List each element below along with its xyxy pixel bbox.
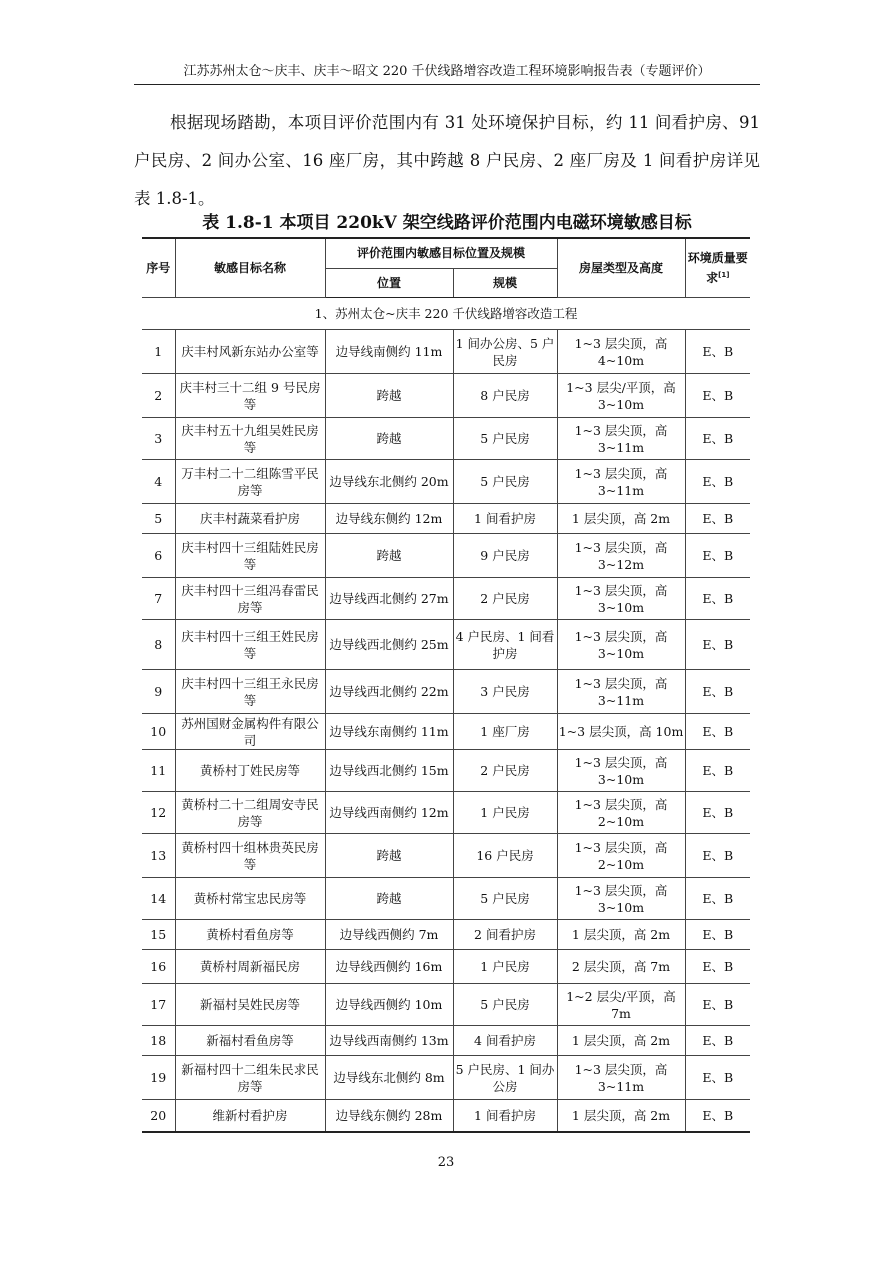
row-number: 1 [142, 330, 175, 374]
target-location: 边导线东南侧约 11m [325, 714, 453, 750]
env-quality-requirement: E、B [685, 984, 750, 1026]
target-scale: 5 户民房、1 间办公房 [453, 1056, 557, 1100]
env-quality-requirement: E、B [685, 504, 750, 534]
target-scale: 5 户民房 [453, 418, 557, 460]
table-row [142, 950, 750, 984]
env-quality-requirement: E、B [685, 374, 750, 418]
house-type-height: 1~3 层尖顶，高 3~11m [557, 670, 685, 714]
house-type-height: 1~3 层尖/平顶，高 3~10m [557, 374, 685, 418]
row-number: 6 [142, 534, 175, 578]
col-header-env-quality: 环境质量要求[1] [685, 238, 750, 298]
house-type-height: 1~3 层尖顶，高 3~10m [557, 620, 685, 670]
target-name: 新福村四十二组朱民求民房等 [175, 1056, 325, 1100]
target-scale: 1 座厂房 [453, 714, 557, 750]
target-scale: 1 间办公房、5 户民房 [453, 330, 557, 374]
row-number: 14 [142, 878, 175, 920]
house-type-height: 1~3 层尖顶，高 4~10m [557, 330, 685, 374]
table-row [142, 374, 750, 418]
col-header-house-type: 房屋类型及高度 [557, 238, 685, 298]
house-type-height: 1~3 层尖顶，高 3~10m [557, 878, 685, 920]
table-row [142, 504, 750, 534]
env-quality-requirement: E、B [685, 330, 750, 374]
target-scale: 1 户民房 [453, 950, 557, 984]
target-location: 跨越 [325, 834, 453, 878]
env-quality-requirement: E、B [685, 620, 750, 670]
row-number: 15 [142, 920, 175, 950]
table-row [142, 418, 750, 460]
table-row [142, 878, 750, 920]
table-row [142, 330, 750, 374]
target-location: 边导线东北侧约 20m [325, 460, 453, 504]
target-name: 庆丰村三十二组 9 号民房等 [175, 374, 325, 418]
target-location: 边导线西南侧约 12m [325, 792, 453, 834]
target-name: 庆丰村蔬菜看护房 [175, 504, 325, 534]
env-quality-requirement: E、B [685, 920, 750, 950]
env-quality-requirement: E、B [685, 460, 750, 504]
target-scale: 5 户民房 [453, 984, 557, 1026]
table-row [142, 578, 750, 620]
target-location: 跨越 [325, 878, 453, 920]
row-number: 9 [142, 670, 175, 714]
env-quality-requirement: E、B [685, 1056, 750, 1100]
row-number: 18 [142, 1026, 175, 1056]
row-number: 5 [142, 504, 175, 534]
target-scale: 8 户民房 [453, 374, 557, 418]
row-number: 19 [142, 1056, 175, 1100]
target-location: 边导线东侧约 12m [325, 504, 453, 534]
table-row [142, 1026, 750, 1056]
target-location: 边导线西侧约 10m [325, 984, 453, 1026]
house-type-height: 1~2 层尖/平顶，高 7m [557, 984, 685, 1026]
target-name: 黄桥村丁姓民房等 [175, 750, 325, 792]
row-number: 17 [142, 984, 175, 1026]
table-row [142, 714, 750, 750]
table-body [142, 298, 750, 1132]
target-scale: 2 间看护房 [453, 920, 557, 950]
env-quality-requirement: E、B [685, 1026, 750, 1056]
target-location: 跨越 [325, 374, 453, 418]
env-quality-requirement: E、B [685, 1100, 750, 1132]
env-quality-requirement: E、B [685, 418, 750, 460]
target-scale: 1 户民房 [453, 792, 557, 834]
house-type-height: 1~3 层尖顶，高 2~10m [557, 834, 685, 878]
target-name: 黄桥村常宝忠民房等 [175, 878, 325, 920]
target-location: 跨越 [325, 418, 453, 460]
target-location: 边导线西北侧约 25m [325, 620, 453, 670]
env-quality-requirement: E、B [685, 578, 750, 620]
row-number: 10 [142, 714, 175, 750]
row-number: 4 [142, 460, 175, 504]
target-scale: 16 户民房 [453, 834, 557, 878]
target-name: 庆丰村风新东站办公室等 [175, 330, 325, 374]
house-type-height: 1~3 层尖顶，高 3~11m [557, 418, 685, 460]
target-scale: 1 间看护房 [453, 504, 557, 534]
table-row [142, 792, 750, 834]
target-scale: 3 户民房 [453, 670, 557, 714]
col-header-group: 评价范围内敏感目标位置及规模 [325, 238, 557, 269]
target-scale: 2 户民房 [453, 578, 557, 620]
house-type-height: 1 层尖顶，高 2m [557, 1100, 685, 1132]
target-name: 黄桥村看鱼房等 [175, 920, 325, 950]
table-row [142, 920, 750, 950]
target-location: 边导线西北侧约 27m [325, 578, 453, 620]
col-header-name: 敏感目标名称 [175, 238, 325, 298]
target-location: 边导线西侧约 16m [325, 950, 453, 984]
running-header: 江苏苏州太仓～庆丰、庆丰～昭文 220 千伏线路增容改造工程环境影响报告表（专题评价） [134, 62, 760, 85]
target-scale: 5 户民房 [453, 460, 557, 504]
env-quality-requirement: E、B [685, 714, 750, 750]
house-type-height: 1 层尖顶，高 2m [557, 1026, 685, 1056]
target-location: 边导线东北侧约 8m [325, 1056, 453, 1100]
target-name: 新福村吴姓民房等 [175, 984, 325, 1026]
target-location: 边导线西北侧约 15m [325, 750, 453, 792]
target-location: 边导线西侧约 7m [325, 920, 453, 950]
row-number: 12 [142, 792, 175, 834]
house-type-height: 1~3 层尖顶，高 3~12m [557, 534, 685, 578]
row-number: 3 [142, 418, 175, 460]
section-title: 1、苏州太仓~庆丰 220 千伏线路增容改造工程 [142, 298, 750, 330]
env-quality-requirement: E、B [685, 834, 750, 878]
target-name: 维新村看护房 [175, 1100, 325, 1132]
target-name: 万丰村二十二组陈雪平民房等 [175, 460, 325, 504]
target-name: 庆丰村四十三组王永民房等 [175, 670, 325, 714]
col-header-no: 序号 [142, 238, 175, 298]
target-name: 庆丰村五十九组吴姓民房等 [175, 418, 325, 460]
row-number: 11 [142, 750, 175, 792]
target-location: 边导线西南侧约 13m [325, 1026, 453, 1056]
row-number: 7 [142, 578, 175, 620]
target-name: 庆丰村四十三组王姓民房等 [175, 620, 325, 670]
table-row [142, 534, 750, 578]
target-name: 黄桥村二十二组周安寺民房等 [175, 792, 325, 834]
house-type-height: 2 层尖顶，高 7m [557, 950, 685, 984]
house-type-height: 1~3 层尖顶，高 3~10m [557, 750, 685, 792]
house-type-height: 1~3 层尖顶，高 3~11m [557, 460, 685, 504]
table-caption: 表 1.8-1 本项目 220kV 架空线路评价范围内电磁环境敏感目标 [202, 213, 692, 233]
table-row [142, 1100, 750, 1132]
target-name: 黄桥村周新福民房 [175, 950, 325, 984]
target-name: 新福村看鱼房等 [175, 1026, 325, 1056]
target-location: 边导线南侧约 11m [325, 330, 453, 374]
target-scale: 1 间看护房 [453, 1100, 557, 1132]
target-name: 苏州国财金属构件有限公司 [175, 714, 325, 750]
house-type-height: 1~3 层尖顶，高 2~10m [557, 792, 685, 834]
target-name: 庆丰村四十三组冯春雷民房等 [175, 578, 325, 620]
target-scale: 4 户民房、1 间看护房 [453, 620, 557, 670]
table-row [142, 620, 750, 670]
env-quality-requirement: E、B [685, 878, 750, 920]
body-paragraph: 根据现场踏勘，本项目评价范围内有 31 处环境保护目标，约 11 间看护房、91 户民房、2 间办公室、16 座厂房，其中跨越 8 户民房、2 座厂房及 1 间看护房详见表 1.8-1。 [134, 113, 760, 208]
target-name: 黄桥村四十组林贵英民房等 [175, 834, 325, 878]
table-row [142, 670, 750, 714]
house-type-height: 1~3 层尖顶，高 10m [557, 714, 685, 750]
target-scale: 9 户民房 [453, 534, 557, 578]
row-number: 8 [142, 620, 175, 670]
env-quality-requirement: E、B [685, 670, 750, 714]
table-row [142, 1056, 750, 1100]
house-type-height: 1 层尖顶，高 2m [557, 920, 685, 950]
target-location: 跨越 [325, 534, 453, 578]
table-row [142, 750, 750, 792]
target-scale: 4 间看护房 [453, 1026, 557, 1056]
env-quality-requirement: E、B [685, 792, 750, 834]
env-quality-requirement: E、B [685, 950, 750, 984]
house-type-height: 1 层尖顶，高 2m [557, 504, 685, 534]
table-row [142, 834, 750, 878]
table-row [142, 460, 750, 504]
target-scale: 5 户民房 [453, 878, 557, 920]
house-type-height: 1~3 层尖顶，高 3~10m [557, 578, 685, 620]
target-location: 边导线东侧约 28m [325, 1100, 453, 1132]
sensitive-targets-table [142, 237, 750, 1133]
env-quality-requirement: E、B [685, 750, 750, 792]
env-quality-requirement: E、B [685, 534, 750, 578]
row-number: 16 [142, 950, 175, 984]
table-row [142, 984, 750, 1026]
target-name: 庆丰村四十三组陆姓民房等 [175, 534, 325, 578]
col-header-scale: 规模 [453, 269, 557, 298]
row-number: 13 [142, 834, 175, 878]
row-number: 2 [142, 374, 175, 418]
col-header-location: 位置 [325, 269, 453, 298]
house-type-height: 1~3 层尖顶，高 3~11m [557, 1056, 685, 1100]
page-number: 23 [437, 1155, 455, 1170]
target-location: 边导线西北侧约 22m [325, 670, 453, 714]
row-number: 20 [142, 1100, 175, 1132]
target-scale: 2 户民房 [453, 750, 557, 792]
